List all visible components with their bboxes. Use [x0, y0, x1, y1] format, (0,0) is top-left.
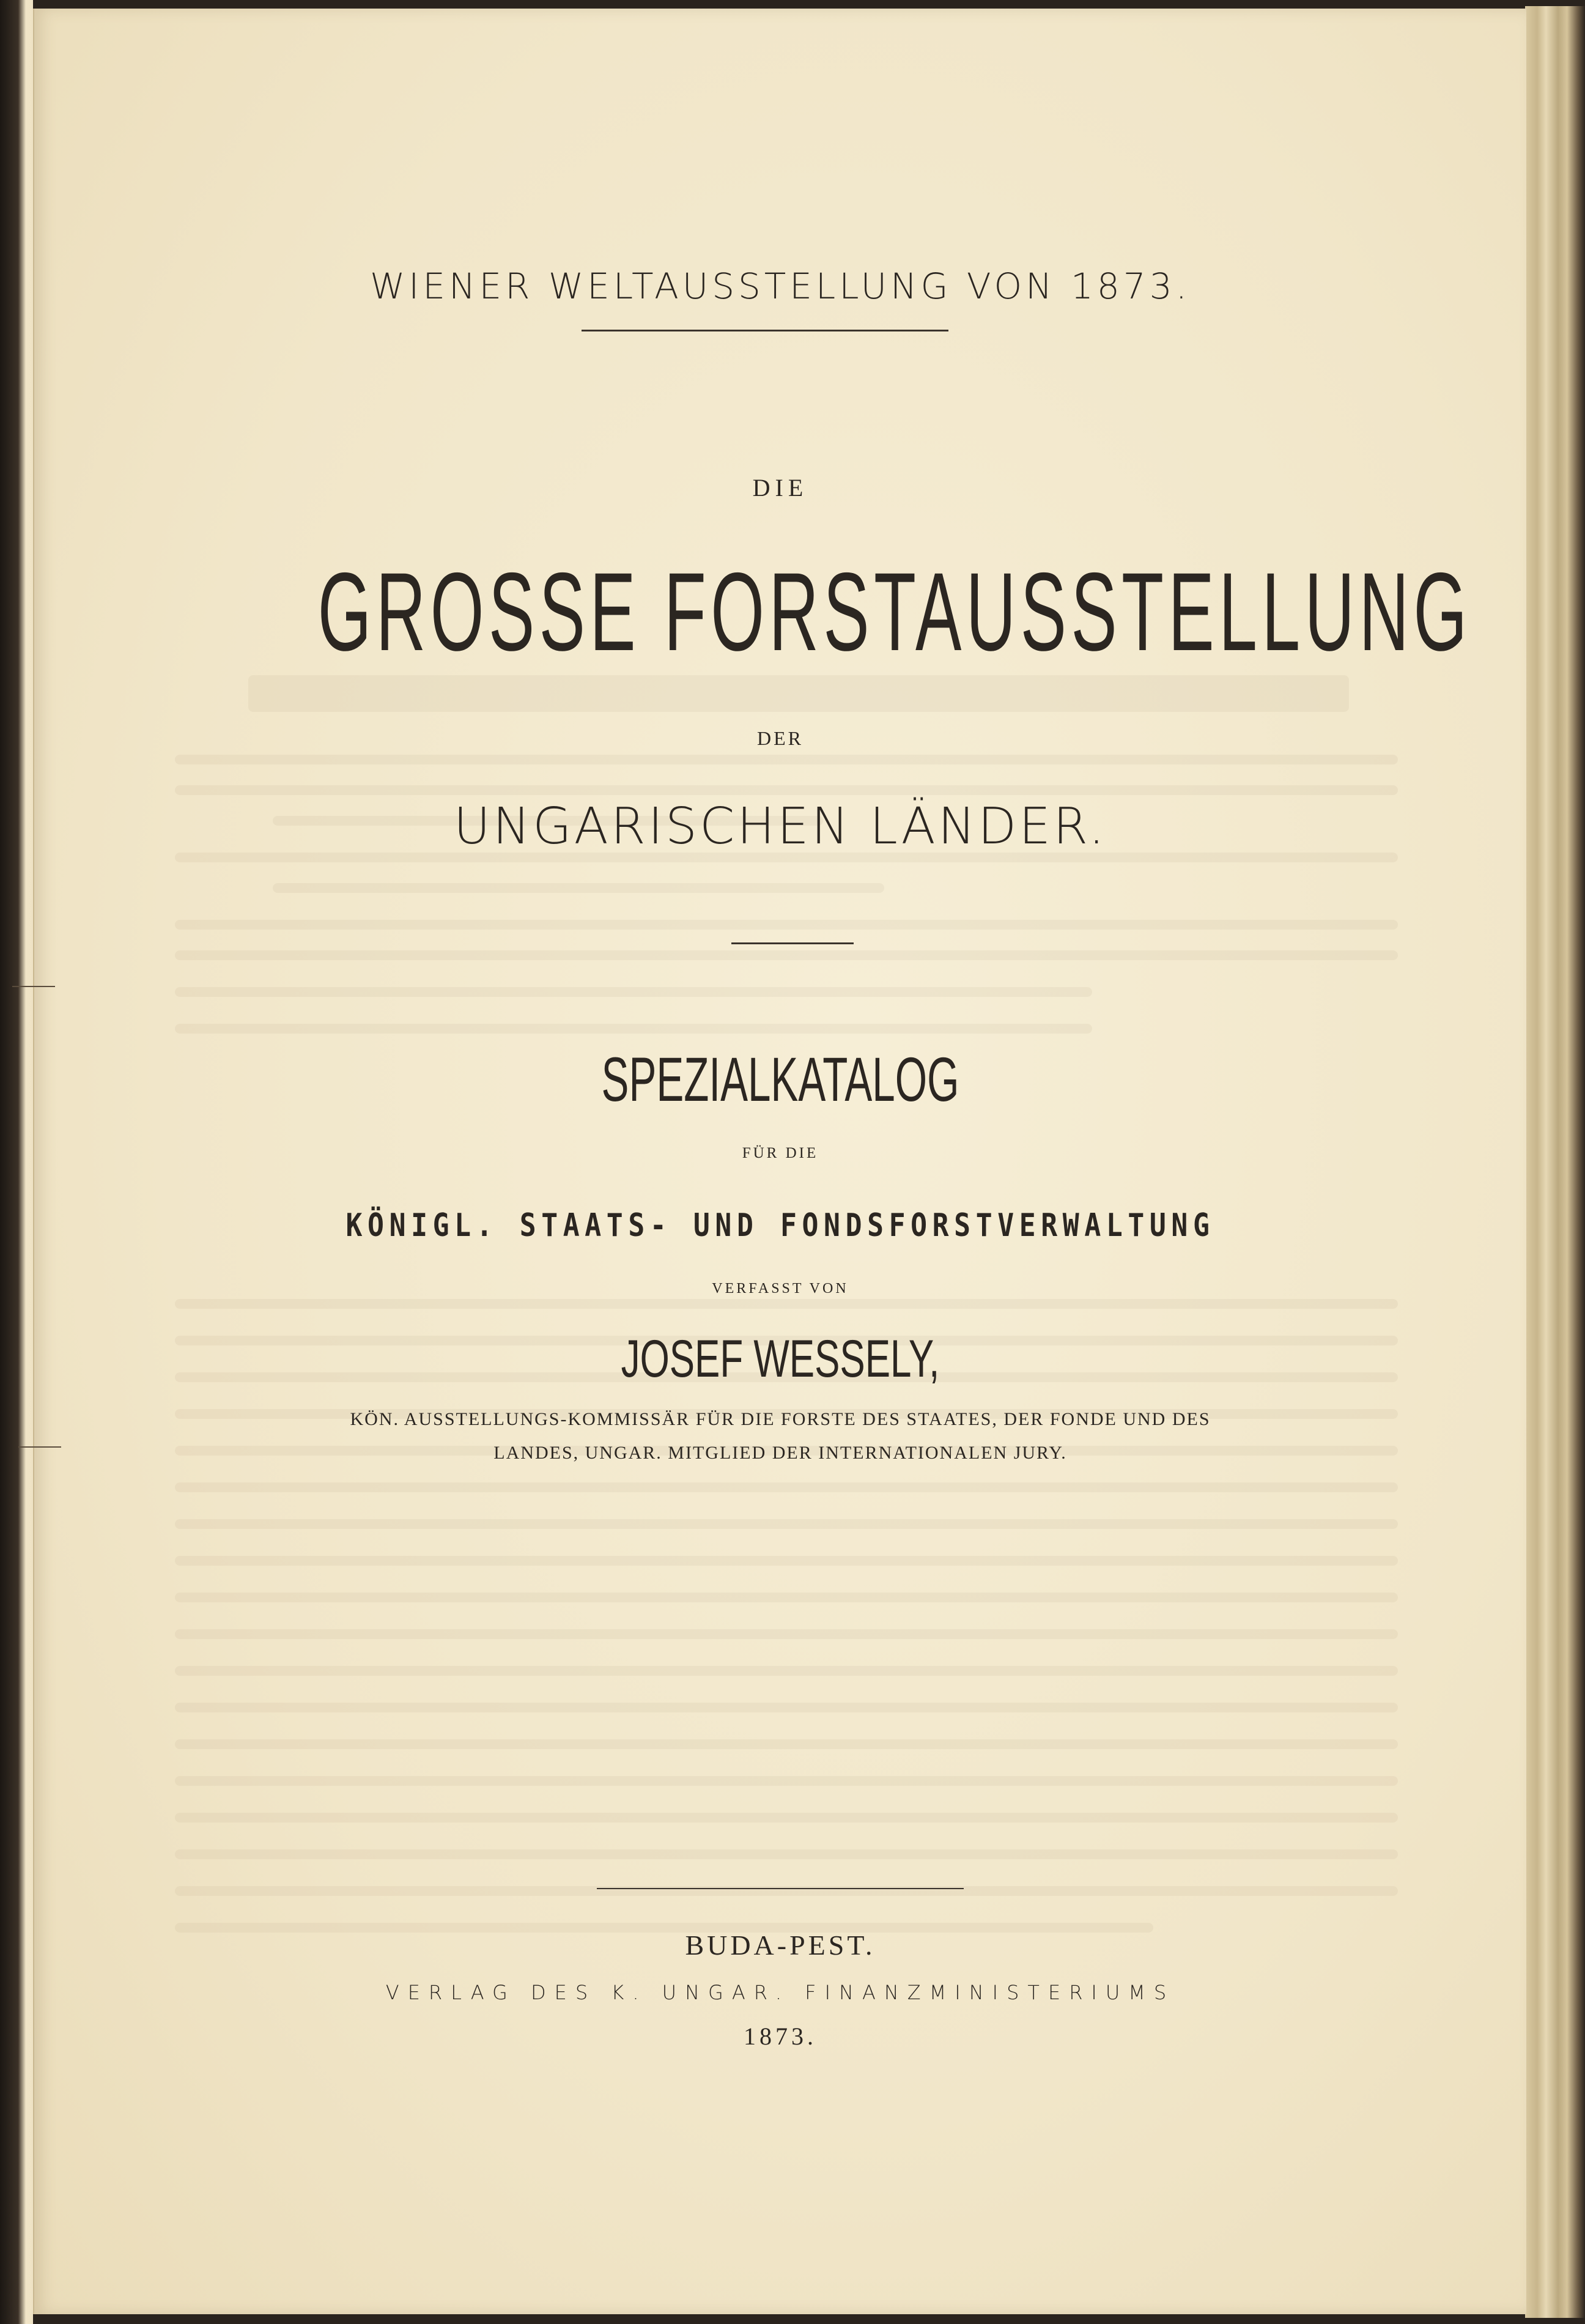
main-title: GROSSE FORSTAUSSTELLUNG: [317, 549, 1472, 674]
margin-mark-lower: [18, 1446, 61, 1448]
page-stack-edge: [1525, 6, 1585, 2318]
exhibition-heading: WIENER WELTAUSSTELLUNG VON 1873.: [369, 265, 1191, 307]
publication-city: BUDA-PEST.: [685, 1930, 876, 1961]
divider-rule-middle: [731, 942, 854, 944]
author-prefix: VERFASST VON: [712, 1281, 849, 1297]
subtitle: UNGARISCHEN LÄNDER.: [453, 797, 1107, 856]
administration-name: KÖNIGL. STAATS- UND FONDSFORSTVERWALTUNG: [345, 1207, 1215, 1244]
divider-rule-bottom: [597, 1888, 964, 1889]
pre-title: DIE: [752, 474, 808, 501]
divider-rule-top: [582, 330, 948, 331]
margin-mark-upper: [12, 986, 55, 987]
publication-year: 1873.: [744, 2022, 817, 2050]
author-role-line-1: KÖN. AUSSTELLUNGS-KOMMISSÄR FÜR DIE FORSTE DES STAATES, DER FONDE UND DES: [350, 1409, 1211, 1429]
author-role-line-2: LANDES, UNGAR. MITGLIED DER INTERNATIONALEN JURY.: [493, 1443, 1067, 1463]
title-connector: DER: [757, 727, 804, 749]
catalog-for: FÜR DIE: [742, 1145, 819, 1161]
publisher: VERLAG DES K. UNGAR. FINANZMINISTERIUMS: [385, 1981, 1175, 2004]
title-page: [33, 9, 1526, 2314]
catalog-title: SPEZIALKATALOG: [601, 1045, 959, 1114]
author-name: JOSEF WESSELY,: [621, 1330, 940, 1388]
left-page-edge: [0, 0, 33, 2324]
